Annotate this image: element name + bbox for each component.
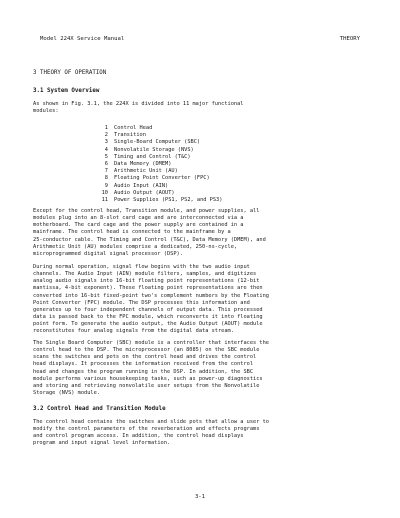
header-manual-title: Model 224X Service Manual [40,36,125,42]
section-3-1-paragraph-1: Except for the control head, Transition module, and power supplies, all modules plug into an 8-slot card cage and are interconnected via a motherboard. The card cage and the power supply are contained in a mainframe. The control head is connected to the mainframe by a 25-conductor cable. The Timing and Control (T&C), Data Memory (DMEM), and Arithmetic Unit (AU) modules comprise a dedicated, 250-ns-cycle, microprogrammed digital signal processor (DSP). [33,208,266,257]
module-name: Control Head [114,125,153,131]
section-3-1-paragraph-3: The Single Board Computer (SBC) module is a controller that interfaces the control head to the DSP. The microprocessor (an 8085) on the SBC module scans the switches and pots on the control head and drives the control head displays. It processes the information received from the control head and changes the program running in the DSP. In addition, the SBC module performs various housekeeping tasks, such as power-up diagnostics and storing and retrieving nonvolatile user setups from the Nonvolatile Storage (NVS) module. [33,340,269,396]
module-list-item [96,190,222,197]
module-list-item [96,132,222,139]
module-number: 8 [104,175,108,182]
module-number: 11 [101,196,108,203]
module-number: 10 [101,189,108,196]
module-name: Data Memory (DMEM) [114,160,172,167]
module-list [96,125,222,204]
module-name: Transition [114,132,146,139]
module-name: Audio Input (AIN) [114,182,169,189]
module-list-item [96,168,222,175]
section-3-1-intro: As shown in Fig. 3.1, the 224X is divided into 11 major functional modules: [33,101,244,115]
section-3-1-paragraph-2: During normal operation, signal flow begins with the two audio input channels. The Audio Input (AIN) module filters, samples, and digitizes analog audio signals into 16-bit floating point representations (12-bit mantissa, 4-bit exponent). These floating point representations are then converted into 16-bit fixed-point two's complement numbers by the Floating Point Converter (FPC) module. The DSP processes this information and generates up to four independent channels of output data. This processed data is passed back to the FPC module, which reconverts it into floating point form. To generate the audio output, the Audio Output (AOUT) module reconstitutes four analog signals from the digital data stream. [33,264,269,335]
module-name: Arithmetic Unit (AU) [114,168,178,175]
module-number: 7 [104,168,108,175]
module-name: Nonvolatile Storage (NVS) [114,146,194,153]
module-list-item [96,197,222,204]
module-number: 1 [104,125,108,131]
module-name: Floating Point Converter (FPC) [114,175,210,182]
module-list-item [96,175,222,182]
module-number: 2 [104,132,108,139]
module-list-item [96,125,222,132]
module-number: 3 [104,139,108,146]
module-list-item [96,161,222,168]
page-number: 3-1 [194,494,206,500]
section-3-2-heading: 3.2 Control Head and Transition Module [33,406,166,412]
module-number: 9 [104,182,108,189]
module-name: Audio Output (AOUT) [114,189,175,196]
module-number: 4 [104,146,108,153]
module-number: 6 [104,160,108,167]
module-list-item [96,154,222,161]
section-3-2-paragraph-1: The control head contains the switches and slide pots that allow a user to modify the control parameters of the reverberation and effects programs and control program access. In addition, the control head displays program and input signal level information. [33,419,269,447]
module-list-item [96,183,222,190]
module-number: 5 [104,153,108,160]
module-name: Power Supplies (PS1, PS2, and PS3) [114,196,223,203]
module-name: Single-Board Computer (SBC) [114,139,201,146]
section-3-1-heading: 3.1 System Overview [33,88,100,94]
module-list-item [96,147,222,154]
module-list-item [96,139,222,146]
module-name: Timing and Control (T&C) [114,153,191,160]
chapter-heading: 3 THEORY OF OPERATION [33,70,107,76]
header-section-name: THEORY [339,36,360,42]
